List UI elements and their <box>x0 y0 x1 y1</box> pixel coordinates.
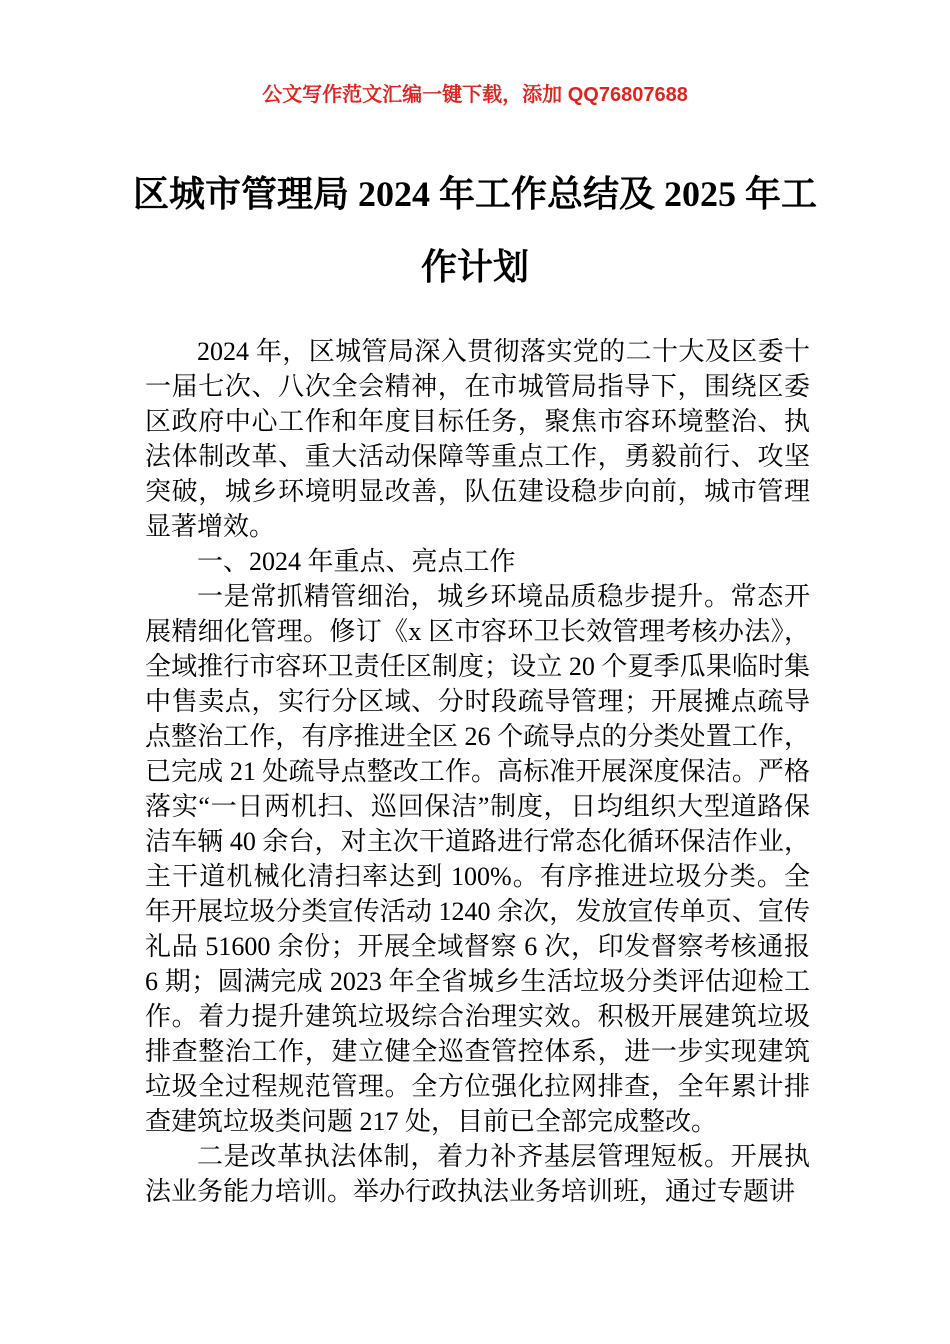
section-heading: 一、2024 年重点、亮点工作 <box>197 547 516 576</box>
paragraph-point-one: 一是常抓精管细治，城乡环境品质稳步提升。常态开展精细化管理。修订《x 区市容环卫长效管理考核办法》，全域推行市容环卫责任区制度；设立 20 个夏季瓜果临时集中售卖点，实行分区域、分时段疏导管理；开展摊点疏导点整治工作，有序推进全区 26 个疏导点的分类处置工作，已完成 21 处疏导点整改工作。高标准开展深度保洁。严格落实“一日两机扫、巡回保洁”制度，日均组织大型道路保洁车辆 40 余台，对主次干道路进行常态化循环保洁作业，主干道机械化清扫率达到 100%。有序推进垃圾分类。全年开展垃圾分类宣传活动 1240 余次，发放宣传单页、宣传礼品 51600 余份；开展全域督察 6 次，印发督察考核通报 6 期；圆满完成 2023 年全省城乡生活垃圾分类评估迎检工作。着力提升建筑垃圾综合治理实效。积极开展建筑垃圾排查整治工作，建立健全巡查管控体系，进一步实现建筑垃圾全过程规范管理。全方位强化拉网排查，全年累计排查建筑垃圾类问题 217 处，目前已全部完成整改。 <box>145 582 810 1136</box>
page-title: 区城市管理局 2024 年工作总结及 2025 年工作计划 <box>132 174 817 287</box>
paragraph-intro: 2024 年，区城管局深入贯彻落实党的二十大及区委十一届七次、八次全会精神，在市城管局指导下，围绕区委区政府中心工作和年度目标任务，聚焦市容环境整治、执法体制改革、重大活动保障等重点工作，勇毅前行、攻坚突破，城乡环境明显改善，队伍建设稳步向前，城市管理显著增效。 <box>145 337 810 541</box>
promo-banner: 公文写作范文汇编一键下载，添加 QQ76807688 <box>262 84 688 106</box>
paragraph-point-two: 二是改革执法体制，着力补齐基层管理短板。开展执法业务能力培训。举办行政执法业务培训班，通过专题讲 <box>145 1142 810 1206</box>
document-body <box>145 334 810 1209</box>
